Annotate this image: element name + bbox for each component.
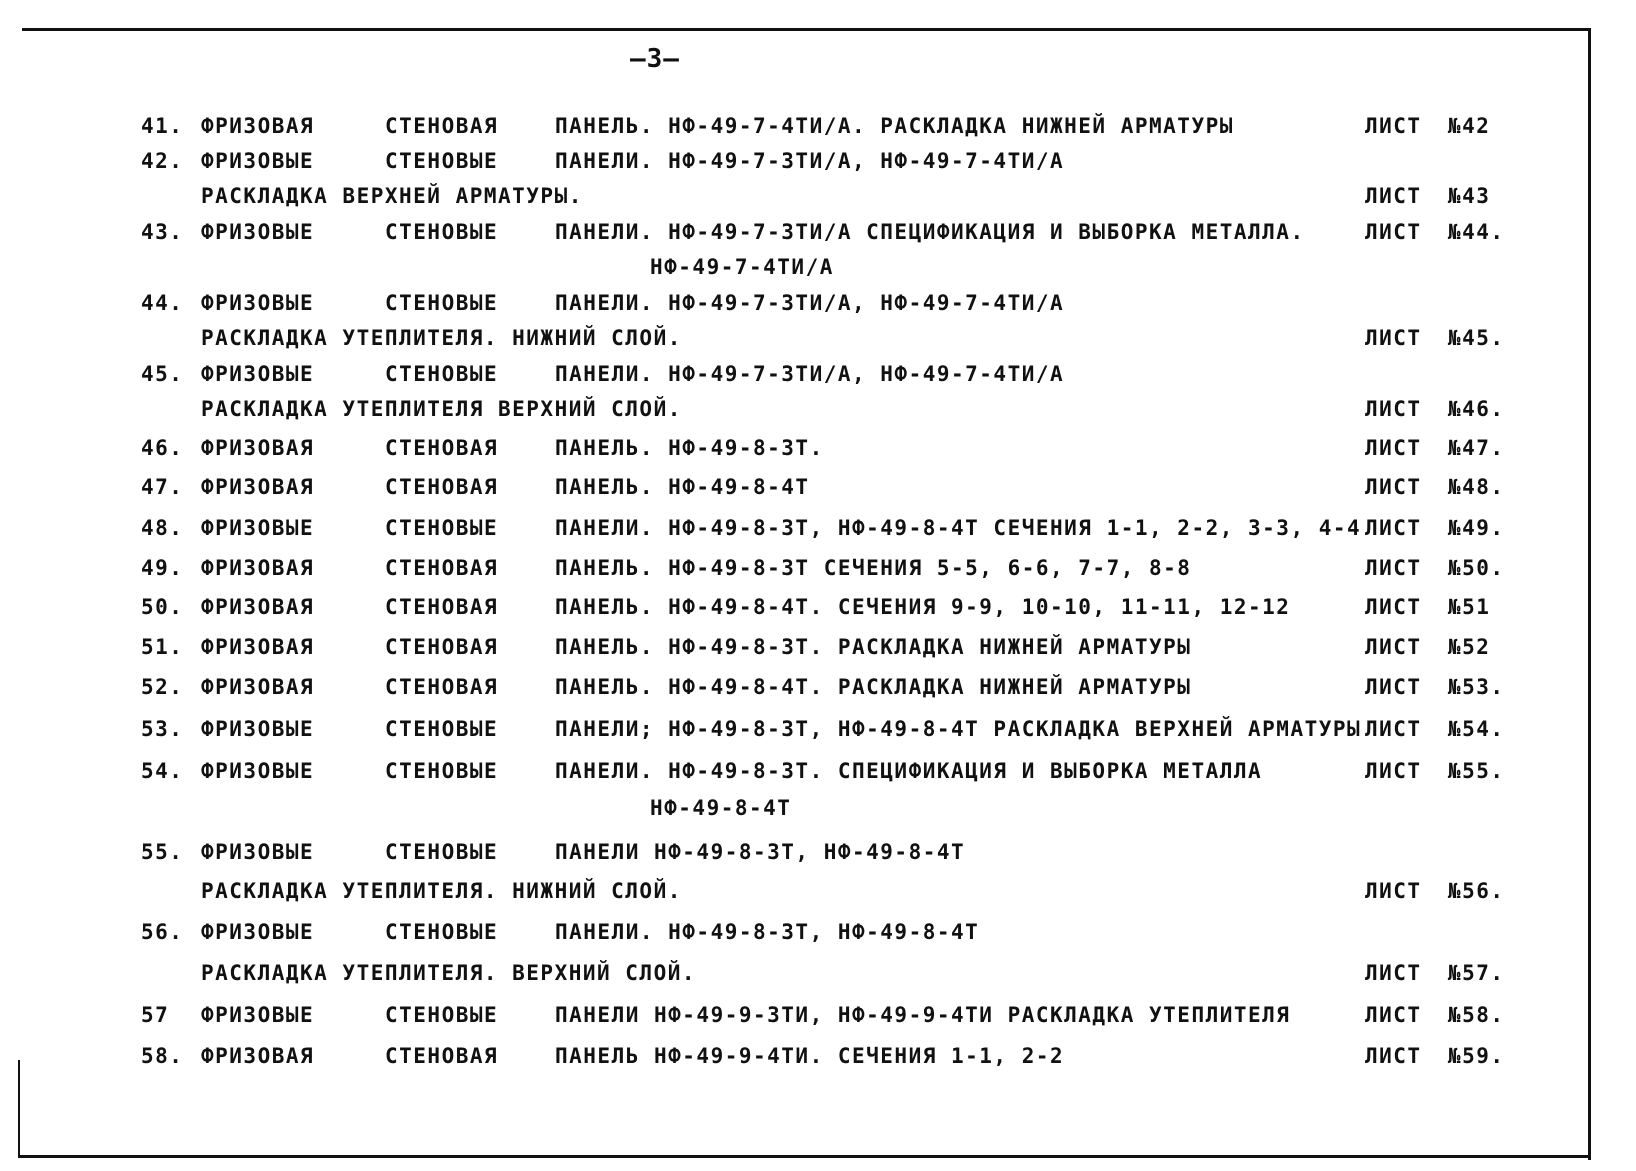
item-description: ПАНЕЛИ. НФ-49-7-3ТИ/А, НФ-49-7-4ТИ/А [555,291,1065,315]
list-item [0,320,1636,356]
list-item [0,285,1636,321]
item-number: 46. [141,436,184,460]
item-number: 42. [141,149,184,173]
sheet-number: №45. [1448,326,1505,350]
sheet-number: №51 [1448,595,1491,619]
list-item [0,669,1636,705]
list-item [0,1038,1636,1074]
item-type: ФРИЗОВЫЕ [201,920,315,944]
list-item [0,391,1636,427]
item-number: 48. [141,516,184,540]
sheet-number: №57. [1448,961,1505,985]
item-type: ФРИЗОВЫЕ [201,220,315,244]
item-description: ПАНЕЛЬ НФ-49-9-4ТИ. СЕЧЕНИЯ 1-1, 2-2 [555,1044,1065,1068]
item-description: ПАНЕЛИ НФ-49-9-3ТИ, НФ-49-9-4ТИ РАСКЛАДКА УТЕПЛИТЕЛЯ [555,1003,1291,1027]
sheet-number: №58. [1448,1003,1505,1027]
sheet-number: №49. [1448,516,1505,540]
item-type: ФРИЗОВАЯ [201,1044,315,1068]
frame-left-border [18,1060,20,1156]
item-description-continued: РАСКЛАДКА ВЕРХНЕЙ АРМАТУРЫ. [201,184,583,208]
item-type: ФРИЗОВЫЕ [201,149,315,173]
item-category: СТЕНОВЫЕ [385,149,499,173]
item-description: ПАНЕЛЬ. НФ-49-8-4Т. РАСКЛАДКА НИЖНЕЙ АРМАТУРЫ [555,675,1192,699]
item-type: ФРИЗОВАЯ [201,556,315,580]
item-description-continued: РАСКЛАДКА УТЕПЛИТЕЛЯ ВЕРХНИЙ СЛОЙ. [201,397,682,421]
item-description: ПАНЕЛЬ. НФ-49-8-3Т. РАСКЛАДКА НИЖНЕЙ АРМАТУРЫ [555,635,1192,659]
sheet-label: ЛИСТ [1365,759,1422,783]
item-description: ПАНЕЛИ; НФ-49-8-3Т, НФ-49-8-4Т РАСКЛАДКА ВЕРХНЕЙ АРМАТУРЫ [555,717,1362,741]
item-category: СТЕНОВАЯ [385,675,499,699]
item-number: 44. [141,291,184,315]
item-description: ПАНЕЛИ. НФ-49-7-3ТИ/А, НФ-49-7-4ТИ/А [555,362,1065,386]
item-type: ФРИЗОВЫЕ [201,291,315,315]
list-item [0,214,1636,250]
item-type: ФРИЗОВЫЕ [201,717,315,741]
item-description: ПАНЕЛИ. НФ-49-8-3Т, НФ-49-8-4Т [555,920,980,944]
item-number: 47. [141,475,184,499]
list-item [0,955,1636,991]
list-item [0,589,1636,625]
item-description: ПАНЕЛЬ. НФ-49-8-4Т. СЕЧЕНИЯ 9-9, 10-10, 11-11, 12-12 [555,595,1291,619]
item-category: СТЕНОВЫЕ [385,291,499,315]
item-type: ФРИЗОВЫЕ [201,840,315,864]
list-item [0,914,1636,950]
list-item [0,873,1636,909]
item-type: ФРИЗОВАЯ [201,595,315,619]
list-item [0,834,1636,870]
item-category: СТЕНОВАЯ [385,635,499,659]
sheet-number: №52 [1448,635,1491,659]
list-item [0,249,1636,285]
sheet-label: ЛИСТ [1365,475,1422,499]
list-item [0,143,1636,179]
sheet-number: №53. [1448,675,1505,699]
item-category: СТЕНОВАЯ [385,556,499,580]
list-item [0,629,1636,665]
item-description: ПАНЕЛЬ. НФ-49-8-3Т СЕЧЕНИЯ 5-5, 6-6, 7-7, 8-8 [555,556,1192,580]
sheet-label: ЛИСТ [1365,397,1422,421]
list-item [0,356,1636,392]
sheet-number: №56. [1448,879,1505,903]
sheet-label: ЛИСТ [1365,595,1422,619]
item-category: СТЕНОВЫЕ [385,840,499,864]
sheet-label: ЛИСТ [1365,717,1422,741]
sheet-label: ЛИСТ [1365,184,1422,208]
item-mark-continued: НФ-49-7-4ТИ/А [650,255,834,279]
item-number: 52. [141,675,184,699]
sheet-label: ЛИСТ [1365,879,1422,903]
item-description: ПАНЕЛИ. НФ-49-8-3Т, НФ-49-8-4Т СЕЧЕНИЯ 1-1, 2-2, 3-3, 4-4 [555,516,1362,540]
item-description: ПАНЕЛИ. НФ-49-7-3ТИ/А, НФ-49-7-4ТИ/А [555,149,1065,173]
item-description: ПАНЕЛИ. НФ-49-7-3ТИ/А СПЕЦИФИКАЦИЯ И ВЫБОРКА МЕТАЛЛА. [555,220,1305,244]
sheet-label: ЛИСТ [1365,675,1422,699]
item-number: 50. [141,595,184,619]
item-description: ПАНЕЛИ НФ-49-8-3Т, НФ-49-8-4Т [555,840,966,864]
item-category: СТЕНОВЫЕ [385,362,499,386]
sheet-label: ЛИСТ [1365,114,1422,138]
sheet-label: ЛИСТ [1365,516,1422,540]
item-number: 49. [141,556,184,580]
sheet-label: ЛИСТ [1365,1003,1422,1027]
item-description-continued: РАСКЛАДКА УТЕПЛИТЕЛЯ. НИЖНИЙ СЛОЙ. [201,326,682,350]
item-description: ПАНЕЛИ. НФ-49-8-3Т. СПЕЦИФИКАЦИЯ И ВЫБОРКА МЕТАЛЛА [555,759,1263,783]
page-number: —3— [630,44,680,74]
item-category: СТЕНОВЫЕ [385,717,499,741]
list-item [0,430,1636,466]
item-type: ФРИЗОВЫЕ [201,1003,315,1027]
list-item [0,997,1636,1033]
sheet-number: №48. [1448,475,1505,499]
sheet-label: ЛИСТ [1365,556,1422,580]
sheet-number: №55. [1448,759,1505,783]
item-category: СТЕНОВЫЕ [385,516,499,540]
sheet-number: №43 [1448,184,1491,208]
item-category: СТЕНОВАЯ [385,475,499,499]
item-category: СТЕНОВЫЕ [385,1003,499,1027]
sheet-number: №44. [1448,220,1505,244]
item-category: СТЕНОВЫЕ [385,920,499,944]
item-category: СТЕНОВЫЕ [385,220,499,244]
item-number: 58. [141,1044,184,1068]
item-number: 55. [141,840,184,864]
item-description: ПАНЕЛЬ. НФ-49-8-4Т [555,475,810,499]
item-category: СТЕНОВАЯ [385,436,499,460]
sheet-number: №50. [1448,556,1505,580]
item-type: ФРИЗОВЫЕ [201,362,315,386]
item-number: 41. [141,114,184,138]
item-type: ФРИЗОВАЯ [201,635,315,659]
frame-bottom-border [18,1155,1590,1158]
item-description: ПАНЕЛЬ. НФ-49-8-3Т. [555,436,824,460]
sheet-number: №42 [1448,114,1491,138]
sheet-number: №46. [1448,397,1505,421]
item-number: 53. [141,717,184,741]
list-item [0,178,1636,214]
item-number: 56. [141,920,184,944]
item-type: ФРИЗОВАЯ [201,675,315,699]
list-item [0,790,1636,826]
sheet-label: ЛИСТ [1365,961,1422,985]
list-item [0,510,1636,546]
item-type: ФРИЗОВЫЕ [201,759,315,783]
item-mark-continued: НФ-49-8-4Т [650,796,792,820]
sheet-label: ЛИСТ [1365,326,1422,350]
item-category: СТЕНОВАЯ [385,1044,499,1068]
item-number: 45. [141,362,184,386]
sheet-label: ЛИСТ [1365,1044,1422,1068]
list-item [0,550,1636,586]
frame-top-border [22,28,1590,31]
item-type: ФРИЗОВАЯ [201,436,315,460]
item-category: СТЕНОВЫЕ [385,759,499,783]
item-type: ФРИЗОВЫЕ [201,516,315,540]
item-number: 43. [141,220,184,244]
list-item [0,753,1636,789]
item-category: СТЕНОВАЯ [385,114,499,138]
item-number: 54. [141,759,184,783]
item-type: ФРИЗОВАЯ [201,114,315,138]
sheet-label: ЛИСТ [1365,635,1422,659]
item-number: 57 [141,1003,170,1027]
item-number: 51. [141,635,184,659]
item-description-continued: РАСКЛАДКА УТЕПЛИТЕЛЯ. ВЕРХНИЙ СЛОЙ. [201,961,697,985]
sheet-number: №47. [1448,436,1505,460]
sheet-number: №59. [1448,1044,1505,1068]
item-description-continued: РАСКЛАДКА УТЕПЛИТЕЛЯ. НИЖНИЙ СЛОЙ. [201,879,682,903]
item-type: ФРИЗОВАЯ [201,475,315,499]
sheet-label: ЛИСТ [1365,220,1422,244]
list-item [0,108,1636,144]
list-item [0,469,1636,505]
item-category: СТЕНОВАЯ [385,595,499,619]
sheet-number: №54. [1448,717,1505,741]
item-description: ПАНЕЛЬ. НФ-49-7-4ТИ/А. РАСКЛАДКА НИЖНЕЙ АРМАТУРЫ [555,114,1234,138]
list-item [0,711,1636,747]
sheet-label: ЛИСТ [1365,436,1422,460]
